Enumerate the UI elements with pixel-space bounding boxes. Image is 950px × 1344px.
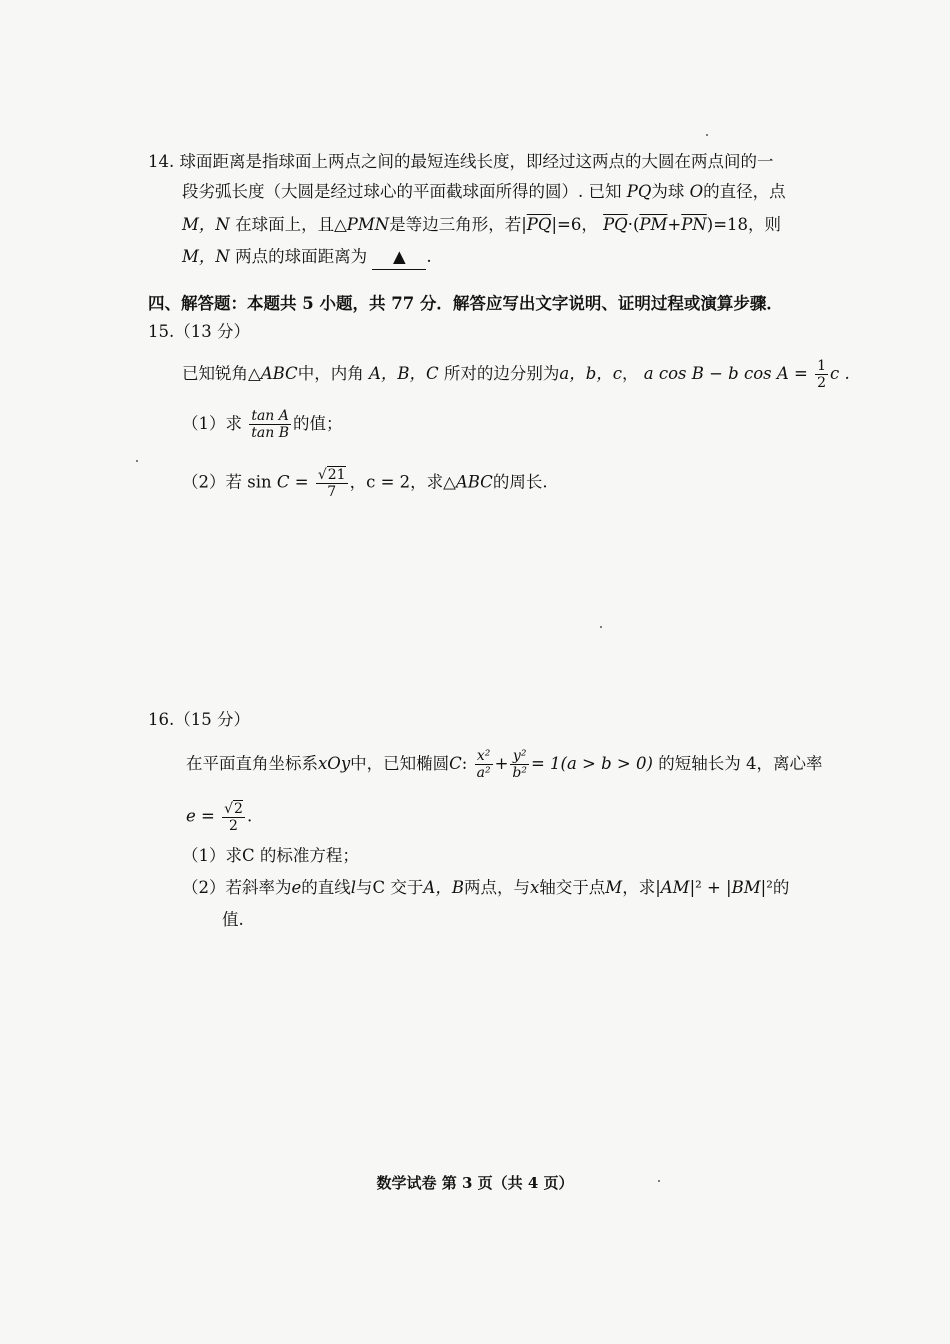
scan-speck <box>658 1180 660 1182</box>
q16-part2-cont: 值. <box>222 910 244 929</box>
section-title: 四、解答题：本题共 5 小题，共 77 分．解答应写出文字说明、证明过程或演算步骤． <box>148 294 783 313</box>
fraction-half: $\frac{1}{2}$ <box>817 358 827 391</box>
q14-number: 14. <box>148 152 175 171</box>
q14-line4: M，N 两点的球面距离为 ▲ . <box>182 245 432 270</box>
fraction-x2a2: $\frac{\text{x²}}{\text{a²}}$ <box>476 748 491 781</box>
q15-part1: （1）求 $\frac{\text{tan A}}{\text{tan B}}$ 的值； <box>182 408 343 441</box>
q14-line3: M，N 在球面上，且△PMN是等边三角形，若$|\overline{PQ}|=6$， $\overline{PQ}\cdot(\overline{PM}+\overline{PN})=18$，则 <box>182 215 782 234</box>
scan-speck <box>600 626 602 628</box>
q16-eccentricity: e = $\frac{√2}{2}$ . <box>186 801 253 834</box>
fraction-sqrt21: $\frac{√21}{7}$ <box>317 467 346 500</box>
fraction-tan: $\frac{\text{tan A}}{\text{tan B}}$ <box>251 408 289 441</box>
q14-line1 <box>148 150 774 174</box>
q15-part2: （2）若 sin C = $\frac{√21}{7}$ ，c = 2，求△ABC的周长. <box>182 467 548 500</box>
q16-header: 16.（15 分） <box>148 710 250 729</box>
q14-line2: 段劣弧长度（大圆是经过球心的平面截球面所得的圆）. 已知 PQ为球 O的直径，点 <box>182 182 786 201</box>
scan-speck <box>706 134 708 136</box>
q16-part2: （2）若斜率为e的直线l与C 交于A，B两点，与x轴交于点M，求|AM|² + |BM|²的 <box>182 878 790 897</box>
fraction-y2b2: $\frac{\text{y²}}{\text{b²}}$ <box>512 748 527 781</box>
scan-speck <box>136 460 138 462</box>
q16-part1: （1）求C 的标准方程； <box>182 846 359 865</box>
page-footer: 数学试卷 第 3 页（共 4 页） <box>376 1174 574 1192</box>
answer-blank: ▲ <box>372 245 426 270</box>
q16-stem: 在平面直角坐标系xOy中，已知椭圆C: $\frac{\text{x²}}{\text{a²}}$ + $\frac{\text{y²}}{\text{b²}}$ = 1(a > b > 0) 的短轴长为 4，离心率 <box>186 748 823 781</box>
q14-text-1: 球面距离是指球面上两点之间的最短连线长度，即经过这两点的大圆在两点间的一 <box>179 152 774 171</box>
fraction-sqrt2: $\frac{√2}{2}$ <box>224 801 243 834</box>
q15-header: 15.（13 分） <box>148 322 250 341</box>
q15-stem: 已知锐角△ABC中，内角 A，B，C 所对的边分别为a，b，c， a cos B − b cos A = $\frac{1}{2}$ c . <box>182 358 850 391</box>
